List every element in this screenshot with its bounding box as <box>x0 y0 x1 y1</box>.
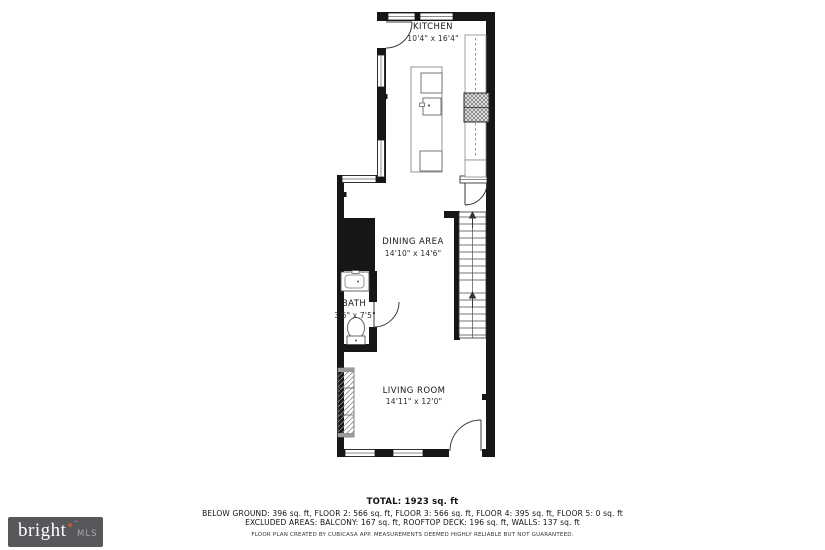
total-area-text: TOTAL: 1923 sq. ft <box>366 497 459 507</box>
staircase <box>459 212 486 338</box>
toilet <box>347 318 365 345</box>
refrigerator <box>464 93 489 122</box>
stair-door <box>465 183 487 205</box>
entry-door-opening <box>449 449 482 457</box>
bright-mls-logo <box>8 517 103 547</box>
room-dims-living-room: 14'11" x 12'0" <box>385 397 443 406</box>
room-label-bath: BATH <box>341 299 367 309</box>
fireplace <box>338 368 354 437</box>
bath-vanity <box>341 271 369 292</box>
logo-suffix-text: MLS <box>77 529 98 539</box>
entry-door <box>450 420 481 451</box>
logo-brand-text: bright <box>18 520 67 541</box>
room-dims-dining-area: 14'10" x 14'6" <box>384 249 442 258</box>
floor-areas-text: BELOW GROUND: 396 sq. ft, FLOOR 2: 566 sq. ft, FLOOR 3: 566 sq. ft, FLOOR 4: 395 sq. ft, FLOOR 5: 0 sq. ft <box>202 509 623 518</box>
kitchen-island <box>411 67 442 172</box>
room-dims-bath: 3'6" x 7'5" <box>334 311 376 320</box>
bath-door <box>374 302 399 327</box>
logo-flame-dot-icon <box>68 523 72 527</box>
disclaimer-text: FLOOR PLAN CREATED BY CUBICASA APP. MEASUREMENTS DEEMED HIGHLY RELIABLE BUT NOT GUARANTEED. <box>251 532 574 538</box>
kitchen-door-opening <box>377 21 386 48</box>
excluded-areas-text: EXCLUDED AREAS: BALCONY: 167 sq. ft, ROOFTOP DECK: 196 sq. ft, WALLS: 137 sq. ft <box>245 518 580 527</box>
island-cabinet <box>420 151 442 171</box>
logo-trademark: ™ <box>74 521 79 526</box>
island-sink <box>423 98 441 115</box>
room-label-living-room: LIVING ROOM <box>382 386 446 396</box>
room-label-dining-area: DINING AREA <box>382 237 444 247</box>
island-appliance <box>421 73 442 93</box>
room-label-kitchen: KITCHEN <box>413 22 453 32</box>
room-dims-kitchen: 10'4" x 16'4" <box>407 34 459 43</box>
